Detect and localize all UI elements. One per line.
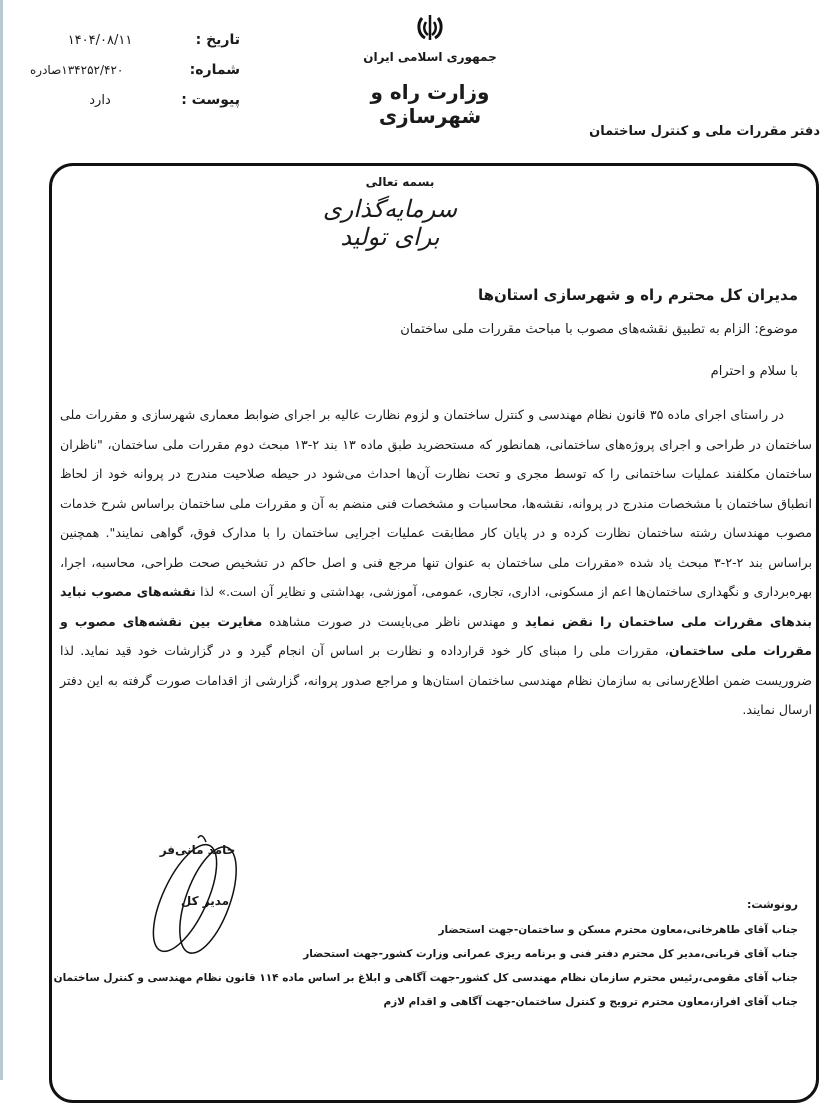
- attachment-label: پیوست :: [181, 92, 240, 108]
- iran-emblem-icon: [416, 12, 444, 42]
- ministry-title: وزارت راه و شهرسازی: [370, 80, 490, 128]
- signatory-name: حامد مانی‌فر: [159, 843, 236, 857]
- republic-title: جمهوری اسلامی ایران: [363, 50, 497, 64]
- signatory-title: مدیر کل: [180, 894, 230, 908]
- cc-label: رونوشت:: [746, 898, 798, 911]
- cc-item: جناب آقای قربانی،مدیر کل محترم دفتر فنی و برنامه ریزی عمرانی وزارت کشور-جهت استحضار: [303, 948, 798, 960]
- cc-item: جناب آقای مقومی،رئیس محترم سازمان نظام مهندسی کل کشور-جهت آگاهی و ابلاغ بر اساس ماده ۱۱۴ قانون نظام مهندسی و کنترل ساختمان: [53, 972, 798, 984]
- body-bold-2: مغایرت بین نقشه‌های مصوب و مقررات ملی ساختمان: [60, 613, 812, 658]
- body-text-2: و مهندس ناظر می‌بایست در صورت مشاهده: [262, 613, 525, 629]
- number-row: [30, 55, 240, 85]
- invocation: بسمه تعالی: [365, 175, 435, 189]
- letter-body: [60, 400, 812, 725]
- page-edge: [0, 0, 3, 1080]
- letter-meta: [30, 25, 240, 115]
- addressee: مدیران کل محترم راه و شهرسازی استان‌ها: [477, 286, 798, 304]
- subject-line: موضوع: الزام به تطبیق نقشه‌های مصوب با مباحث مقررات ملی ساختمان: [400, 322, 798, 337]
- body-text-1: در راستای اجرای ماده ۳۵ قانون نظام مهندسی و کنترل ساختمان و لزوم نظارت عالیه بر اجرای ضوابط معماری شهرسازی و مقررات ملی ساختمان در طراحی و اجرای پروژه‌های ساختمانی، همانطور که مستحضرید طبق ماده ۱۳ بند ۲-۱۳ مبحث دوم مقررات ملی ساختمان، "ناظران ساختمان مکلفند عملیات ساختمانی را که توسط مجری و تحت نظارت آن‌ها احداث می‌شود در حیطه صلاحیت مندرج در پروانه خود از لحاظ انطباق ساختمان با مشخصات مندرج در پروانه، نقشه‌ها، محاسبات و مشخصات فنی منضم به آن و مقررات ملی ساختمان براساس شرح خدمات مصوب مهندسان رشته ساختمان نظارت کرده و در پایان کار مطابقت عملیات اجرایی ساختمان را با مدارک فوق، گواهی نمایند". همچنین براساس بند ۲-۲-۳ مبحث یاد شده «مقررات ملی ساختمان به عنوان تنها مرجع فنی و اصل حاکم در تشخیص صحت طراحی، محاسبه، اجرا، بهره‌برداری و نگهداری ساختمان‌ها اعم از مسکونی، اداری، تجاری، عمومی، آموزشی، بهداشتی و نظایر آن است.» لذا: [60, 407, 812, 599]
- date-row: [30, 25, 240, 55]
- cc-list: [38, 918, 798, 1014]
- greeting: با سلام و احترام: [710, 364, 798, 379]
- cc-item: جناب آقای افراز،معاون محترم ترویج و کنترل ساختمان-جهت آگاهی و اقدام لازم: [383, 996, 798, 1008]
- cc-item: جناب آقای طاهرخانی،معاون محترم مسکن و ساختمان-جهت استحضار: [438, 924, 798, 936]
- number-label: شماره:: [189, 62, 240, 78]
- attachment-row: [30, 85, 240, 115]
- date-value: ۱۴۰۴/۰۸/۱۱: [67, 32, 133, 48]
- office-title: دفتر مقررات ملی و کنترل ساختمان: [589, 124, 820, 139]
- year-slogan: سرمایه‌گذاری برای تولید: [322, 195, 458, 251]
- date-label: تاریخ :: [195, 32, 240, 48]
- attachment-value: دارد: [89, 92, 111, 108]
- body-text-3: ، مقررات ملی را مبنای کار خود قرارداده و نظارت بر اساس آن انجام گیرد و در گزارشات خود قید نماید. لذا ضروریست ضمن اطلاع‌رسانی به سازمان نظام مهندسی ساختمان استان‌ها و مراجع صدور پروانه، گزارشی از اقدامات صورت گرفته به این دفتر ارسال نمایند.: [60, 643, 812, 717]
- number-value: ۱۳۴۲۵۲/۴۲۰صادره: [30, 63, 124, 77]
- body-bold-1: نقشه‌های مصوب نباید بندهای مقررات ملی ساختمان را نقض نماید: [60, 584, 813, 629]
